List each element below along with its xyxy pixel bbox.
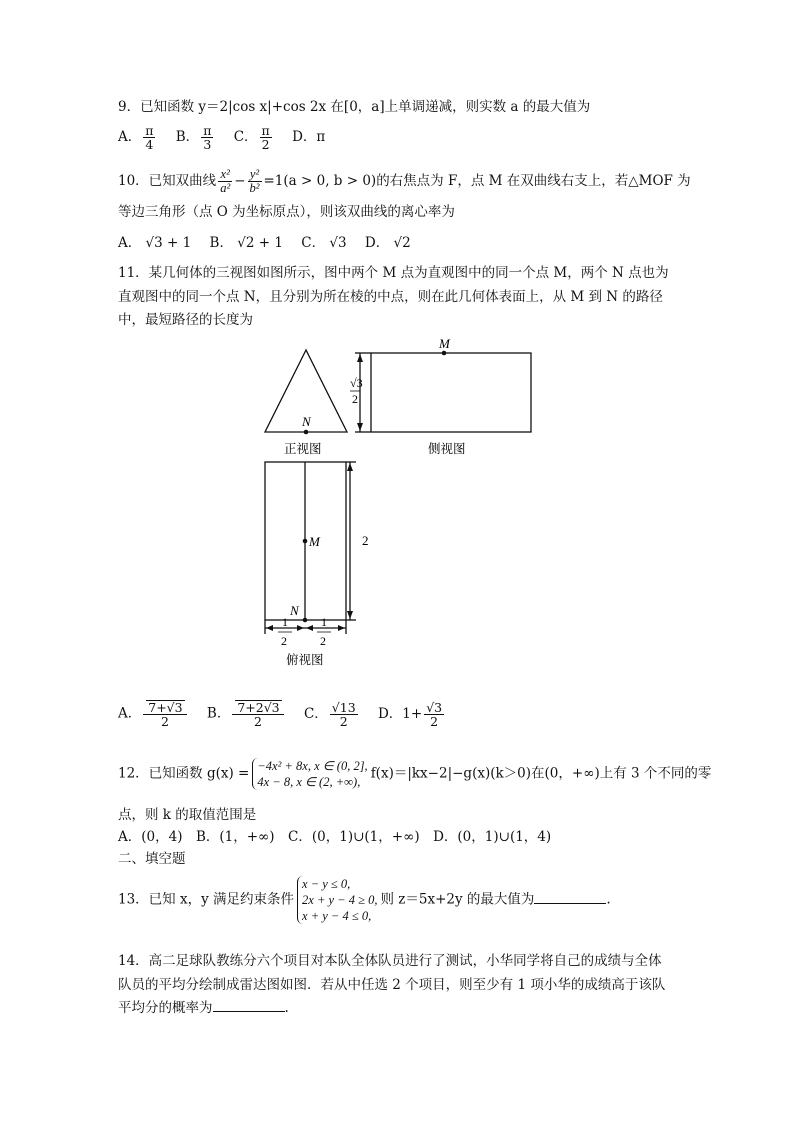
side-view-caption: 侧视图 [428, 441, 466, 456]
q11-line1: 11．某几何体的三视图如图所示，图中两个 M 点为直观图中的同一个点 M，两个 N 点也为 [118, 265, 669, 281]
q13-line: 13．已知 x，y 满足约束条件 x − y ≤ 0, 2x + y − 4 ≥ 0, x + y − 4 ≤ 0, 则 z＝5x+2y 的最大值为 . [118, 877, 611, 923]
q11-option-a: A． $\frac{7+√3}{2}$ [118, 700, 189, 728]
front-view-caption: 正视图 [284, 441, 322, 456]
height-den: 2 [352, 392, 358, 406]
q11-options [118, 700, 460, 728]
length-label: 2 [362, 533, 369, 548]
q10-line2: 等边三角形（点 O 为坐标原点），则该双曲线的离心率为 [118, 204, 455, 220]
half-num-right: 1 [321, 615, 327, 629]
half-num-left: 1 [282, 615, 288, 629]
q14-answer-blank [213, 999, 285, 1012]
point-m-side [442, 351, 447, 356]
height-num: √3 [350, 376, 363, 390]
q9-option-a: A． $\frac{\pi}{4}$ [118, 123, 154, 152]
q14-line1: 14．高二足球队教练分六个项目对本队全体队员进行了测试，小华同学将自己的成绩与全体 [118, 953, 662, 969]
q12-line1: 12．已知函数 g(x) = −4x² + 8x, x ∈ (0, 2], 4x − 8, x ∈ (2, +∞), f(x)＝|kx−2|−g(x)(k＞0)在(0，+∞)上有 3 个不同的零 [118, 759, 712, 789]
half-den-right: 2 [320, 634, 326, 648]
q14-line3: 平均分的概率为 . [118, 1000, 289, 1016]
label-n-front: N [302, 414, 311, 429]
q11-line3: 中，最短路径的长度为 [118, 312, 253, 328]
q10-options: A． √3 + 1 B． √2 + 1 C． √3 D． √2 [118, 235, 411, 251]
label-m-side: M [439, 336, 450, 351]
q9-option-b: B． $\frac{\pi}{3}$ [175, 123, 212, 152]
point-m-top [303, 539, 308, 544]
label-n-top: N [290, 603, 299, 618]
top-view-caption: 俯视图 [286, 652, 324, 667]
q14-line2: 队员的平均分绘制成雷达图如图．若从中任选 2 个项目，则至少有 1 项小华的成绩高于该队 [118, 977, 666, 993]
q11-option-c: C． $\frac{√13}{2}$ [303, 699, 356, 729]
q10-line1: 10．已知双曲线 $\frac{\text{x²}}{\text{a²}}$ − $\frac{\text{y²}}{\text{b²}}$ =1(a > 0, b > 0)的右焦点为 F，点 M 在双曲线右支上，若△MOF 为 [118, 167, 691, 195]
q11-line2: 直观图中的同一个点 N，且分别为所在棱的中点，则在此几何体表面上，从 M 到 N 的路径 [118, 289, 663, 305]
q12-line2: 点，则 k 的取值范围是 [118, 807, 257, 823]
side-view-rect [371, 353, 531, 432]
q11-option-b: B． $\frac{7+2√3}{2}$ [207, 700, 286, 728]
q9-stem: 9．已知函数 y＝2|cos x|+cos 2x 在[0，a]上单调递减，则实数 a 的最大值为 [118, 99, 591, 115]
point-n-front [304, 430, 309, 435]
half-den-left: 2 [281, 634, 287, 648]
section-fill-in-blank: 二、填空题 [118, 851, 186, 867]
q12-options: A．(0，4) B．(1，+∞) C．(0，1)∪(1，+∞) D．(0，1)∪(1，4) [118, 829, 552, 845]
point-n-top [303, 618, 308, 623]
q9-option-c: C． $\frac{\pi}{2}$ [233, 123, 270, 152]
q9-option-d: D．π [292, 129, 326, 145]
label-m-top: M [309, 534, 320, 549]
q13-answer-blank [534, 891, 606, 904]
q11-option-d: D．1+ $\frac{√3}{2}$ [377, 699, 443, 729]
